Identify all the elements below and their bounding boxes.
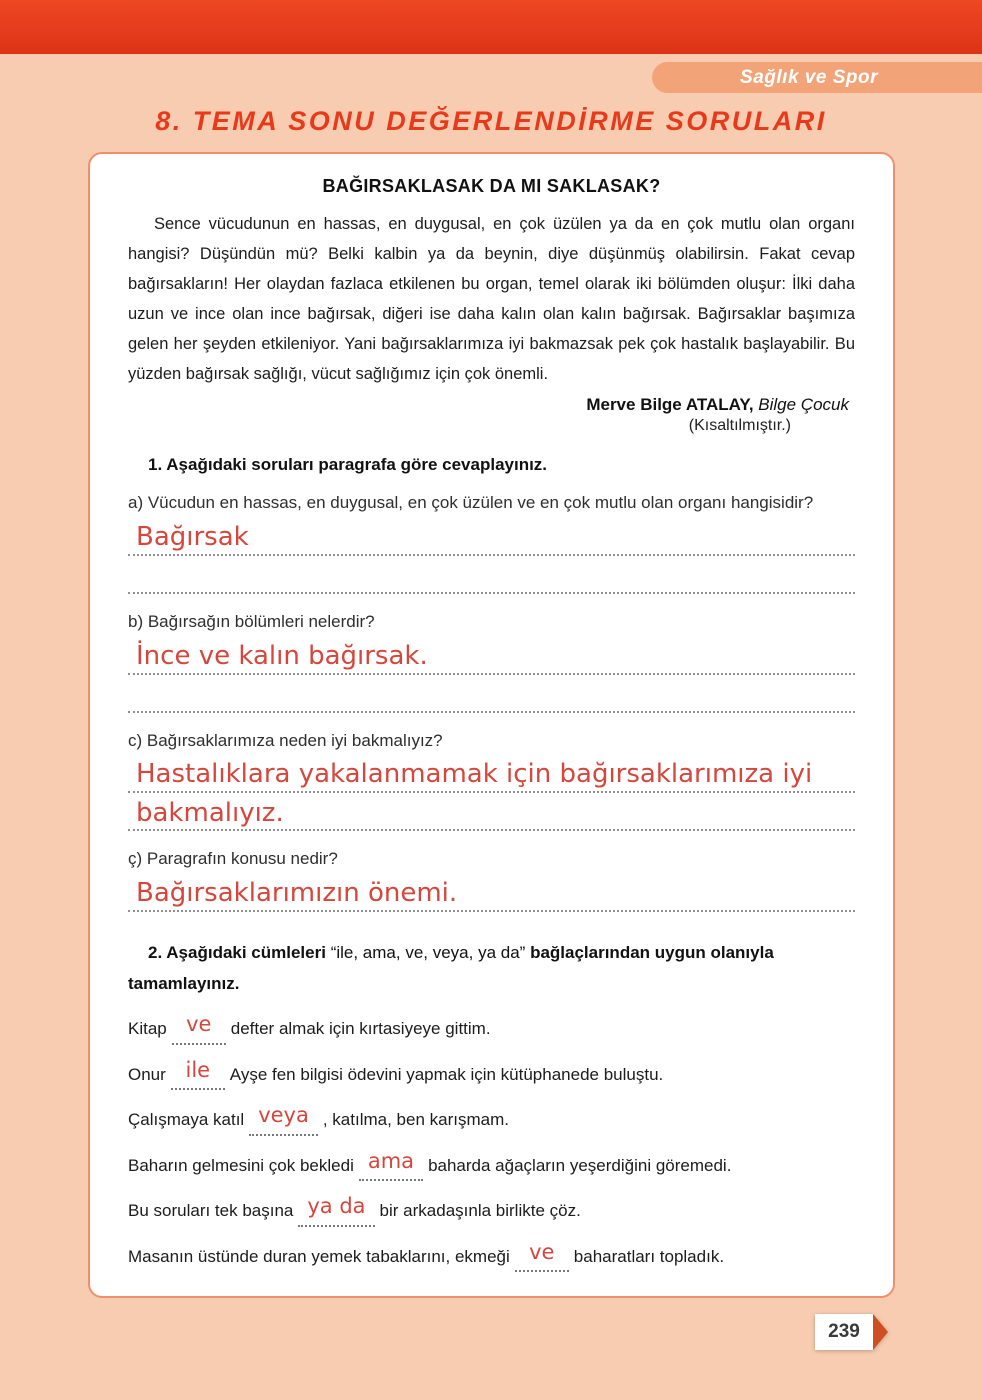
answer-blank	[249, 1103, 318, 1136]
handwritten-conjunction: ama	[367, 1148, 415, 1173]
handwritten-answer-b: İnce ve kalın bağırsak.	[136, 640, 428, 671]
handwritten-answer-a: Bağırsak	[136, 521, 249, 552]
page-number: 239	[815, 1314, 873, 1350]
exercise2-instruction	[128, 938, 855, 999]
exercise2-instruction-suffix: bağlaçlarından uygun olanıyla tamamlayınız.	[128, 943, 774, 993]
page-title: 8. TEMA SONU DEĞERLENDİRME SORULARI	[155, 106, 827, 136]
sentence-before: Masanın üstünde duran yemek tabaklarını, ekmeği	[128, 1246, 510, 1266]
attribution-line	[128, 395, 849, 415]
answer-blank	[359, 1148, 423, 1182]
question-text-c: c) Bağırsaklarımıza neden iyi bakmalıyız?	[128, 730, 443, 750]
sentence-before: Onur	[128, 1064, 166, 1084]
handwritten-answer-c: Hastalıklara yakalanmamak için bağırsaklarımıza iyi bakmalıyız.	[136, 759, 813, 829]
page-badge-arrow-icon	[873, 1314, 888, 1350]
fill-in-sentence-1	[128, 1012, 855, 1045]
sentence-after: defter almak için kırtasiyeye gittim.	[230, 1019, 491, 1039]
page-number-badge	[815, 1314, 888, 1350]
question-item-a	[128, 488, 855, 594]
reading-title: BAĞIRSAKLASAK DA MI SAKLASAK?	[322, 176, 661, 196]
fill-in-sentence-3	[128, 1103, 855, 1136]
unit-title: Sağlık ve Spor	[740, 66, 878, 88]
fill-in-sentence-5	[128, 1194, 855, 1227]
handwritten-conjunction: ile	[185, 1057, 211, 1082]
handwritten-answer-cc: Bağırsaklarımızın önemi.	[136, 878, 458, 909]
question-text-a: a) Vücudun en hassas, en duygusal, en çok üzülen ve en çok mutlu olan organı hangisidir?	[128, 493, 814, 513]
handwritten-conjunction: veya	[258, 1103, 309, 1128]
question-item-cc	[128, 844, 855, 912]
reading-paragraph: Sence vücudunun en hassas, en duygusal, en çok üzülen ya da en çok mutlu olan organı hangisi? Düşündün mü? Belki kalbin ya da beynin, diye düşünmüş olabilirsin. Fakat cevap bağırsakların! Her olaydan fazlaca etkilenen bu organ, temel olarak iki bölümden oluşur: İlki daha uzun ve ince olan ince bağırsak, diğeri ise daha kalın olan kalın bağırsak. Bağırsaklar başımıza gelen her şeyden etkileniyor. Yani bağırsaklarımıza iyi bakmazsak pek çok hastalık başlayabilir. Bu yüzden bağırsak sağlığı, vücut sağlığımız için çok önemli.	[128, 215, 855, 384]
exercise1-instruction: 1. Aşağıdaki soruları paragrafa göre cevaplayınız.	[148, 455, 548, 475]
answer-blank	[515, 1239, 569, 1273]
answer-blank	[171, 1057, 225, 1091]
answer-area-c	[128, 755, 855, 831]
answer-area-cc	[128, 874, 855, 912]
dotted-answer-line	[128, 556, 855, 594]
fill-in-sentence-2	[128, 1057, 855, 1091]
question-text-cc: ç) Paragrafın konusu nedir?	[128, 849, 338, 869]
exercise2-conjunction-list: “ile, ama, ve, veya, ya da”	[330, 943, 526, 963]
handwritten-conjunction: ya da	[307, 1194, 366, 1219]
answer-area-a	[128, 518, 855, 594]
dotted-answer-line	[128, 675, 855, 713]
exercise2-instruction-prefix: 2. Aşağıdaki cümleleri	[148, 943, 326, 963]
sentence-after: , katılma, ben karışmam.	[322, 1110, 509, 1130]
fill-in-sentence-6	[128, 1239, 855, 1273]
sentence-before: Kitap	[128, 1019, 167, 1039]
sentence-after: bir arkadaşınla birlikte çöz.	[379, 1201, 581, 1221]
top-red-bar	[0, 0, 982, 54]
question-text-b: b) Bağırsağın bölümleri nelerdir?	[128, 611, 375, 631]
sentence-after: Ayşe fen bilgisi ödevini yapmak için kütüphanede buluştu.	[229, 1064, 664, 1084]
content-card	[88, 152, 895, 1298]
fill-in-sentence-4	[128, 1148, 855, 1182]
handwritten-conjunction: ve	[186, 1012, 212, 1037]
unit-banner	[652, 62, 982, 93]
source-title: Bilge Çocuk	[758, 395, 849, 415]
author-name: Merve Bilge ATALAY,	[586, 395, 754, 415]
sentence-after: baharda ağaçların yeşerdiğini göremedi.	[428, 1155, 732, 1175]
answer-blank	[172, 1012, 226, 1045]
abridged-note: (Kısaltılmıştır.)	[688, 417, 791, 435]
question-item-b	[128, 607, 855, 713]
sentence-before: Baharın gelmesini çok bekledi	[128, 1155, 354, 1175]
answer-blank	[298, 1194, 374, 1227]
question-item-c	[128, 726, 855, 832]
sentence-before: Bu soruları tek başına	[128, 1201, 294, 1221]
sentence-before: Çalışmaya katıl	[128, 1110, 245, 1130]
sentence-after: baharatları topladık.	[573, 1246, 725, 1266]
handwritten-conjunction: ve	[529, 1239, 555, 1264]
answer-area-b	[128, 637, 855, 713]
